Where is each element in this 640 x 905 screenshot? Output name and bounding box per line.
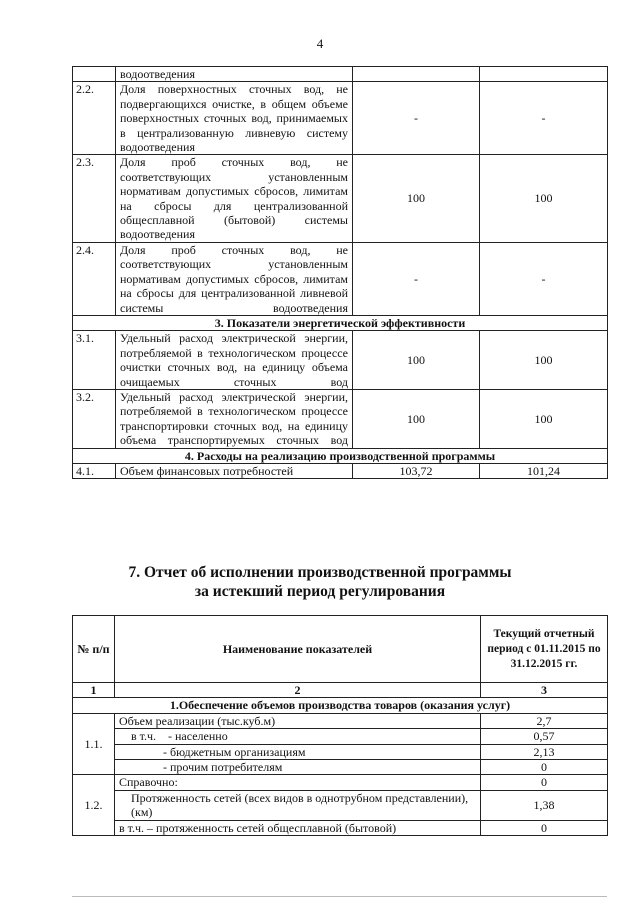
row-description: водоотведения [116, 67, 353, 82]
table-row [73, 775, 608, 790]
row-value: 2,13 [481, 744, 608, 759]
table-row [73, 760, 608, 775]
table-row [73, 713, 608, 728]
row-value-1: - [353, 242, 480, 315]
row-prefix: в т.ч. [131, 729, 157, 744]
row-num: 1.1. [73, 713, 115, 775]
row-description: Доля поверхностных сточных вод, не подвергающихся очистке, в общем объеме поверхностных сточных вод, принимаемых в централизованную ливневую систему водоотведения [116, 82, 353, 155]
row-name-text: - населенно [168, 729, 228, 744]
table-row [73, 389, 608, 448]
section-row [73, 698, 608, 713]
section-row [73, 315, 608, 330]
row-value-2: 101,24 [480, 463, 608, 478]
row-num: 4.1. [73, 463, 116, 478]
row-name [115, 729, 481, 744]
page-bottom-edge [72, 896, 607, 897]
row-value: 0 [481, 820, 608, 835]
index-row [73, 683, 608, 698]
row-num: 2.3. [73, 155, 116, 242]
table-row [73, 155, 608, 242]
table-row [73, 729, 608, 744]
header-name: Наименование показателей [115, 616, 481, 683]
section-title: 3. Показатели энергетической эффективности [73, 315, 608, 330]
row-value-2: - [480, 82, 608, 155]
header-period: Текущий отчетный период с 01.11.2015 по 31.12.2015 гг. [481, 616, 608, 683]
row-description: Доля проб сточных вод, не соответствующих установленным нормативам допустимых сбросов, лимитам на сбросы для централизованной ливневой системы водоотведения [116, 242, 353, 315]
row-value-1 [353, 67, 480, 82]
row-description: Удельный расход электрической энергии, потребляемой в технологическом процессе транспортировки сточных вод, на единицу объема транспортируемых сточных вод [116, 389, 353, 448]
row-description: Доля проб сточных вод, не соответствующих установленным нормативам допустимых сбросов, лимитам на сбросы для централизованной общесплавной (бытовой) системы водоотведения [116, 155, 353, 242]
row-num: 3.2. [73, 389, 116, 448]
index-cell-2: 2 [115, 683, 481, 698]
row-value-2: - [480, 242, 608, 315]
section-row [73, 448, 608, 463]
report-title-line1: 7. Отчет об исполнении производственной программы [128, 564, 512, 581]
table-row [73, 82, 608, 155]
index-cell-3: 3 [481, 683, 608, 698]
table-row [73, 463, 608, 478]
index-cell-1: 1 [73, 683, 115, 698]
report-table-header [73, 616, 608, 683]
row-num: 2.2. [73, 82, 116, 155]
table-row [73, 331, 608, 390]
table-row [73, 820, 608, 835]
indicators-table [72, 66, 608, 479]
report-table [72, 615, 608, 836]
header-num: № п/п [73, 616, 115, 683]
row-value-1: 100 [353, 155, 480, 242]
row-value-1: 100 [353, 331, 480, 390]
table-row [73, 67, 608, 82]
row-value-1: 100 [353, 389, 480, 448]
page-number: 4 [316, 36, 324, 51]
row-value-2: 100 [480, 389, 608, 448]
table-row [73, 744, 608, 759]
row-description: Объем финансовых потребностей [116, 463, 353, 478]
report-title [0, 563, 640, 601]
row-num: 1.2. [73, 775, 115, 836]
row-name: в т.ч. – протяженность сетей общесплавной (бытовой) [115, 820, 481, 835]
row-num: 2.4. [73, 242, 116, 315]
row-name: - прочим потребителям [115, 760, 481, 775]
row-value-1: 103,72 [353, 463, 480, 478]
row-num: 3.1. [73, 331, 116, 390]
row-value: 0,57 [481, 729, 608, 744]
indicators-table-body [73, 67, 608, 479]
row-value-2 [480, 67, 608, 82]
row-value: 1,38 [481, 790, 608, 820]
table-row [73, 242, 608, 315]
row-value-2: 100 [480, 155, 608, 242]
row-name: - бюджетным организациям [115, 744, 481, 759]
row-name: Объем реализации (тыс.куб.м) [115, 713, 481, 728]
row-value: 0 [481, 775, 608, 790]
row-value: 2,7 [481, 713, 608, 728]
table-row [73, 790, 608, 820]
row-num [73, 67, 116, 82]
row-description: Удельный расход электрической энергии, потребляемой в технологическом процессе очистки сточных вод, на единицу объема очищаемых сточных вод [116, 331, 353, 390]
section-title: 4. Расходы на реализацию производственной программы [73, 448, 608, 463]
report-title-line2: за истекший период регулирования [194, 583, 446, 600]
row-value-1: - [353, 82, 480, 155]
row-value-2: 100 [480, 331, 608, 390]
row-name: Справочно: [115, 775, 481, 790]
section-title: 1.Обеспечение объемов производства товаров (оказания услуг) [73, 698, 608, 713]
row-name: Протяженность сетей (всех видов в однотрубном представлении), (км) [115, 790, 481, 820]
row-value: 0 [481, 760, 608, 775]
